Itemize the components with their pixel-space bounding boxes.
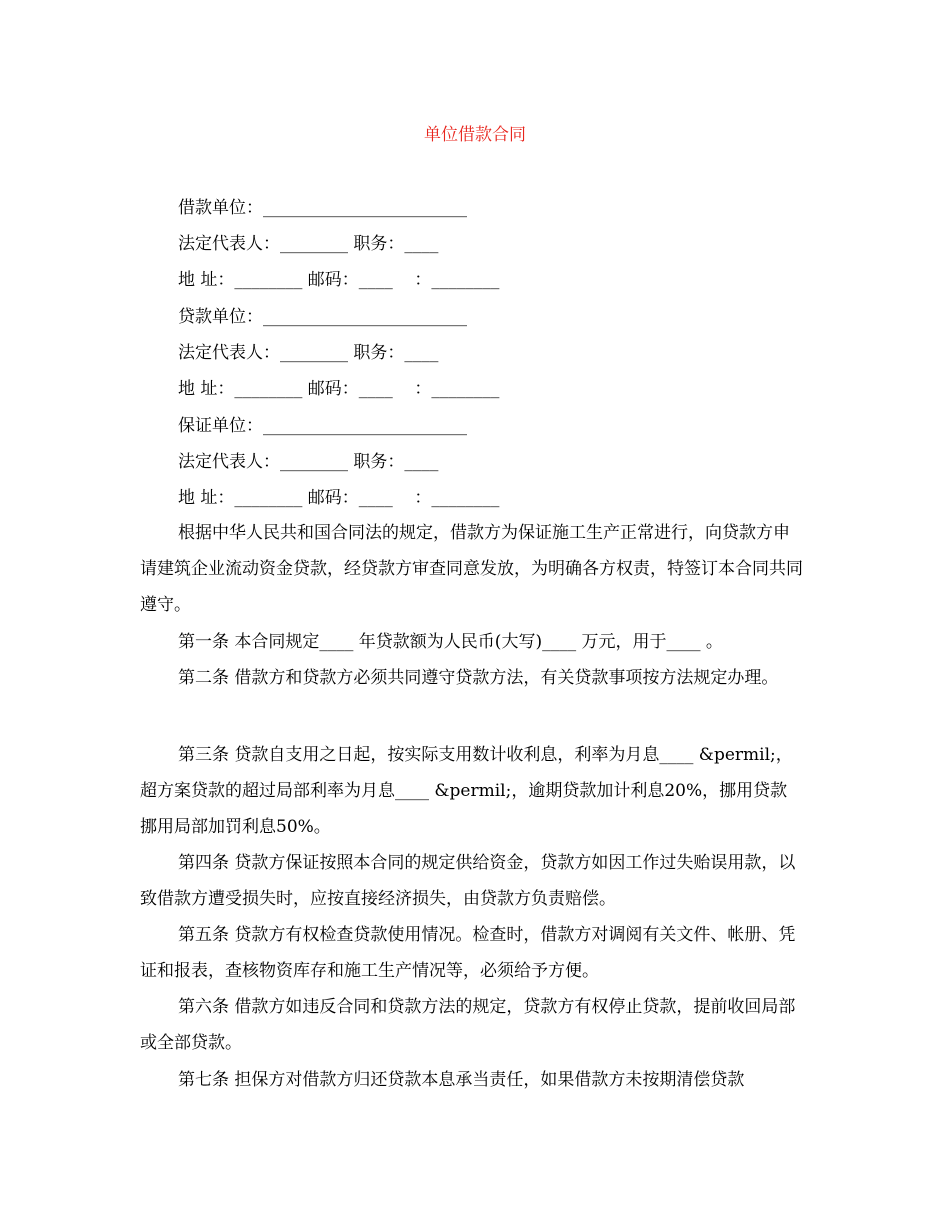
guarantor-address-field: 地 址：________ 邮码：____ ：________	[178, 488, 500, 508]
article-3-paragraph	[140, 737, 804, 845]
document-title: 单位借款合同	[424, 125, 526, 145]
article-3-text: 第三条 贷款自支用之日起，按实际支用数计收利息，利率为月息____ &permil;，超方案贷款的超过局部利率为月息____ &permil;，逾期贷款加计利息20%，挪用贷款挪用局部加罚利息50%。	[140, 745, 793, 837]
borrower-representative-field: 法定代表人：________ 职务：____	[178, 234, 439, 254]
borrower-unit-field: 借款单位：________________________	[178, 198, 467, 218]
article-6-text: 第六条 借款方如违反合同和贷款方法的规定，贷款方有权停止贷款，提前收回局部或全部贷款。	[140, 997, 796, 1053]
article-6-paragraph	[140, 989, 804, 1061]
article-1-paragraph	[140, 624, 804, 660]
lender-unit-field: 贷款单位：________________________	[178, 307, 467, 327]
article-7-paragraph	[140, 1062, 804, 1098]
article-2-text: 第二条 借款方和贷款方必须共同遵守贷款方法，有关贷款事项按方法规定办理。	[178, 668, 779, 688]
borrower-address-field: 地 址：________ 邮码：____ ：________	[178, 270, 500, 290]
article-5-paragraph	[140, 917, 804, 989]
guarantor-unit-field: 保证单位：________________________	[178, 416, 467, 436]
article-2-paragraph	[140, 660, 804, 696]
article-5-text: 第五条 贷款方有权检查贷款使用情况。检查时，借款方对调阅有关文件、帐册、凭证和报表，查核物资库存和施工生产情况等，必须给予方便。	[140, 925, 796, 981]
preamble-text: 根据中华人民共和国合同法的规定，借款方为保证施工生产正常进行，向贷款方申请建筑企业流动资金贷款，经贷款方审查同意发放，为明确各方权责，特签订本合同共同遵守。	[140, 523, 803, 615]
guarantor-representative-field: 法定代表人：________ 职务：____	[178, 452, 439, 472]
preamble-paragraph	[140, 515, 804, 623]
lender-address-field: 地 址：________ 邮码：____ ：________	[178, 379, 500, 399]
article-7-text: 第七条 担保方对借款方归还贷款本息承当责任，如果借款方未按期清偿贷款	[178, 1070, 745, 1090]
article-4-text: 第四条 贷款方保证按照本合同的规定供给资金，贷款方如因工作过失贻误用款，以致借款方遭受损失时，应按直接经济损失，由贷款方负责赔偿。	[140, 853, 796, 909]
article-1-text: 第一条 本合同规定____ 年贷款额为人民币(大写)____ 万元，用于____ 。	[178, 632, 723, 652]
article-4-paragraph	[140, 845, 804, 917]
lender-representative-field: 法定代表人：________ 职务：____	[178, 343, 439, 363]
